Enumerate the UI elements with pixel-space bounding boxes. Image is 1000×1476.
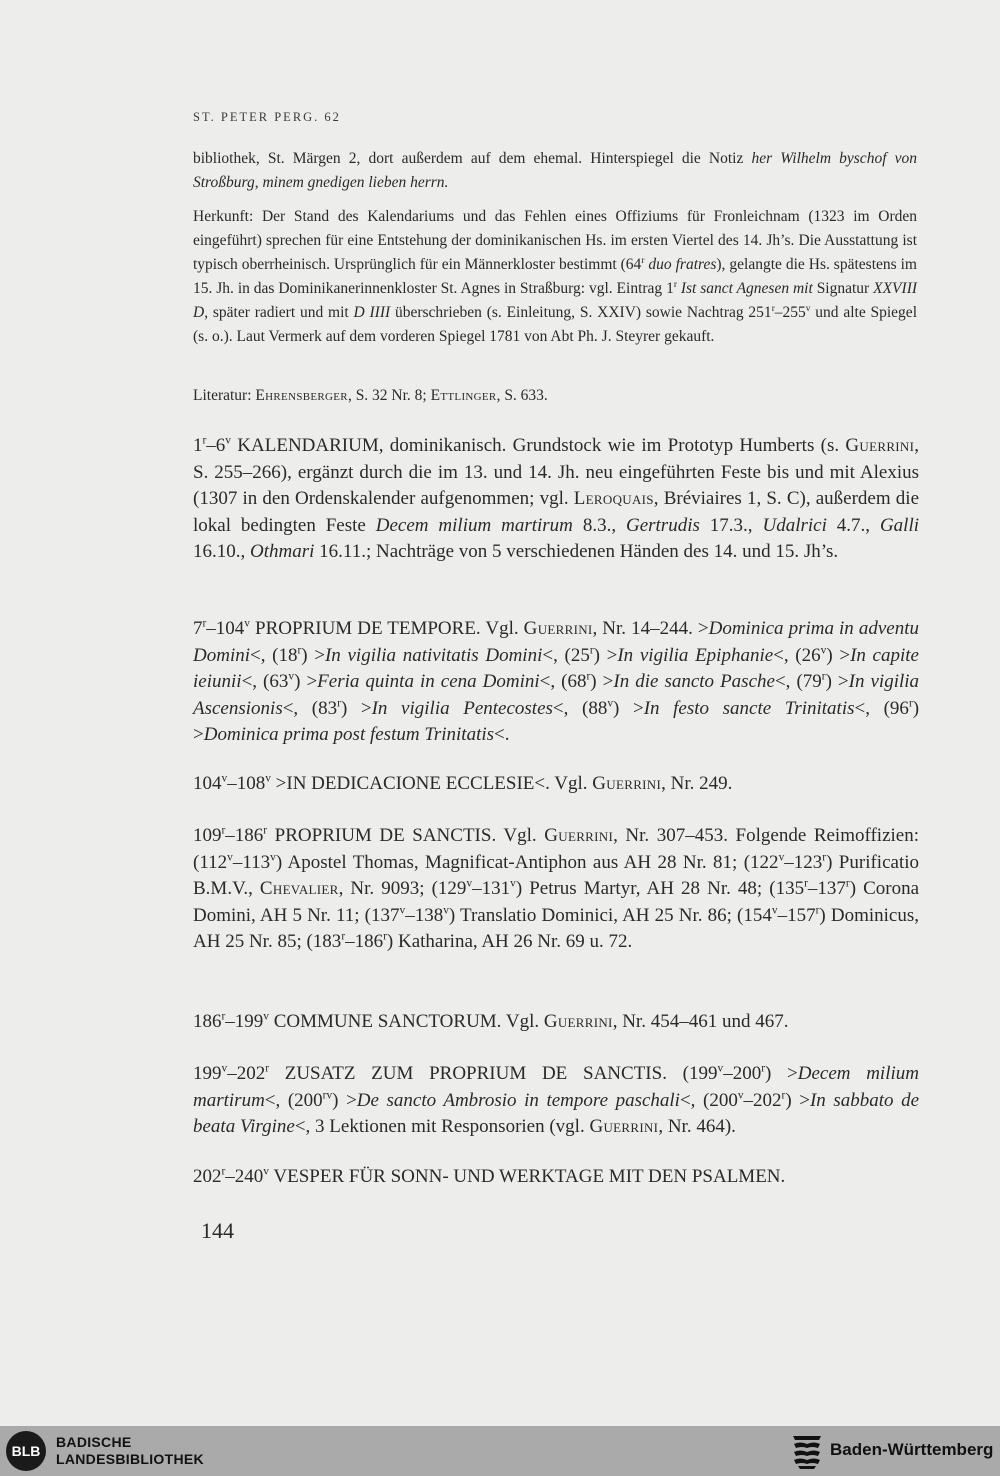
paragraph-literatur: Literatur: Ehrensberger, S. 32 Nr. 8; Ettlinger, S. 633. xyxy=(193,387,548,404)
entry-proprium-de-sanctis: 109$^r$–186$^r$ PROPRIUM DE SANCTIS. Vgl. Guerrini, Nr. 307–453. Folgende Reimoffizien: (112$^v$–113$^v$) Apostel Thomas, Magnificat-Antiphon aus AH 28 Nr. 81; (122$^v$–123$^r$) Purificatio B.M.V., Chevalier, Nr. 9093; (129$^v$–131$^v$) Petrus Martyr, AH 28 Nr. 48; (135$^r$–137$^r$) Corona Domini, AH 5 Nr. 11; (137$^v$–138$^v$) Translatio Dominici, AH 25 Nr. 86; (154$^v$–157$^r$) Dominicus, AH 25 Nr. 85; (183$^r$–186$^r$) Katharina, AH 26 Nr. 69 u. 72. xyxy=(193,824,920,952)
state-name: Baden-Württemberg xyxy=(830,1440,994,1459)
baden-wuerttemberg-crest-icon xyxy=(790,1432,824,1470)
library-name xyxy=(56,1434,204,1468)
paragraph-herkunft: Herkunft: Der Stand des Kalendariums und das Fehlen eines Offiziums für Fronleichnam (1323 im Orden eingeführt) sprechen für eine Entstehung der dominikanischen Hs. im ersten Viertel des 14. Jh’s. Die Ausstattung ist typisch oberrheinisch. Ursprünglich für ein Männerkloster bestimmt (64$^r$ duo fratres), gelangte die Hs. spätestens im 15. Jh. in das Dominikanerinnenkloster St. Agnes in Straßburg: vgl. Eintrag 1$^r$ Ist sanct Agnesen mit Signatur XXVIII D, später radiert und mit D IIII überschrieben (s. Einleitung, S. XXIV) sowie Nachtrag 251$^r$–255$^v$ und alte Spiegel (s. o.). Laut Vermerk auf dem vorderen Spiegel 1781 von Abt Ph. J. Steyrer gekauft. xyxy=(193,208,918,345)
paragraph-bibliothek: bibliothek, St. Märgen 2, dort außerdem auf dem ehemal. Hinterspiegel die Notiz her Wilhelm byschof von Stroßburg, minem gnedigen lieben herrn. xyxy=(193,150,917,191)
entry-in-dedicacione: $104^v-108^v >IN$ DEDICACIONE ECCLESIE<. Vgl. Guerrini, Nr. 249. xyxy=(193,772,733,794)
library-name-line1: BADISCHE xyxy=(56,1434,132,1450)
entry-commune-sanctorum: 186$^r$–199$^v$ COMMUNE SANCTORUM. Vgl. Guerrini, Nr. 454–461 und 467. xyxy=(193,1010,789,1032)
library-name-line2: LANDESBIBLIOTHEK xyxy=(56,1451,204,1467)
entry-kalendarium: 1$^r$–6$^v$ KALENDARIUM, dominikanisch. Grundstock wie im Prototyp Humberts (s. Guerrini, S. 255–266), ergänzt durch die im 13. und 14. Jh. neu eingeführten Feste bis und mit Alexius (1307 in den Ordenskalender aufgenommen; vgl. Leroquais, Bréviaires 1, S. C), außerdem die lokal bedingten Feste Decem milium martirum 8.3., Gertrudis 17.3., Udalrici 4.7., Galli 16.10., Othmari 16.11.; Nachträge von 5 verschiedenen Händen des 14. und 15. Jh’s. xyxy=(193,434,920,562)
page-number: 144 xyxy=(201,1218,234,1243)
entry-zusatz: 199$^v$–202$^r$ ZUSATZ ZUM PROPRIUM DE SANCTIS. $(199^v-200^r)$ >Decem milium martirum<, $(200^{rv}) >De$ sancto Ambrosio in tempore paschali<, $(200^v-202^r) >In$ sabbato de beata Virgine<, 3 Lektionen mit Responsorien (vgl. Guerrini, Nr. 464). xyxy=(193,1062,920,1137)
blb-logo: BLB xyxy=(6,1431,46,1471)
entry-proprium-de-tempore: 7$^r$–104$^v$ PROPRIUM DE TEMPORE. Vgl. Guerrini, Nr. 14–244. >Dominica prima in adventu Domini<, $(18^r) >In$ vigilia nativitatis Domini<, $(25^r) >In$ vigilia Epiphanie<, $(26^v) >In$ capite ieiunii<, $(63^v)$ >Feria quinta in cena Domini<, $(68^r) >In$ die sancto Pasche<, $(79^r) >In$ vigilia Ascensionis<, $(83^r) >In$ vigilia Pentecostes<, $(88^v) >In$ festo sancte Trinitatis<, $(96^r)$ >Dominica prima post festum Trinitatis<. xyxy=(193,617,920,745)
entry-vesper: 202$^r$–240$^v$ VESPER FÜR SONN- UND WERKTAGE MIT DEN PSALMEN. xyxy=(193,1165,786,1187)
running-head: ST. PETER PERG. 62 xyxy=(193,110,341,124)
